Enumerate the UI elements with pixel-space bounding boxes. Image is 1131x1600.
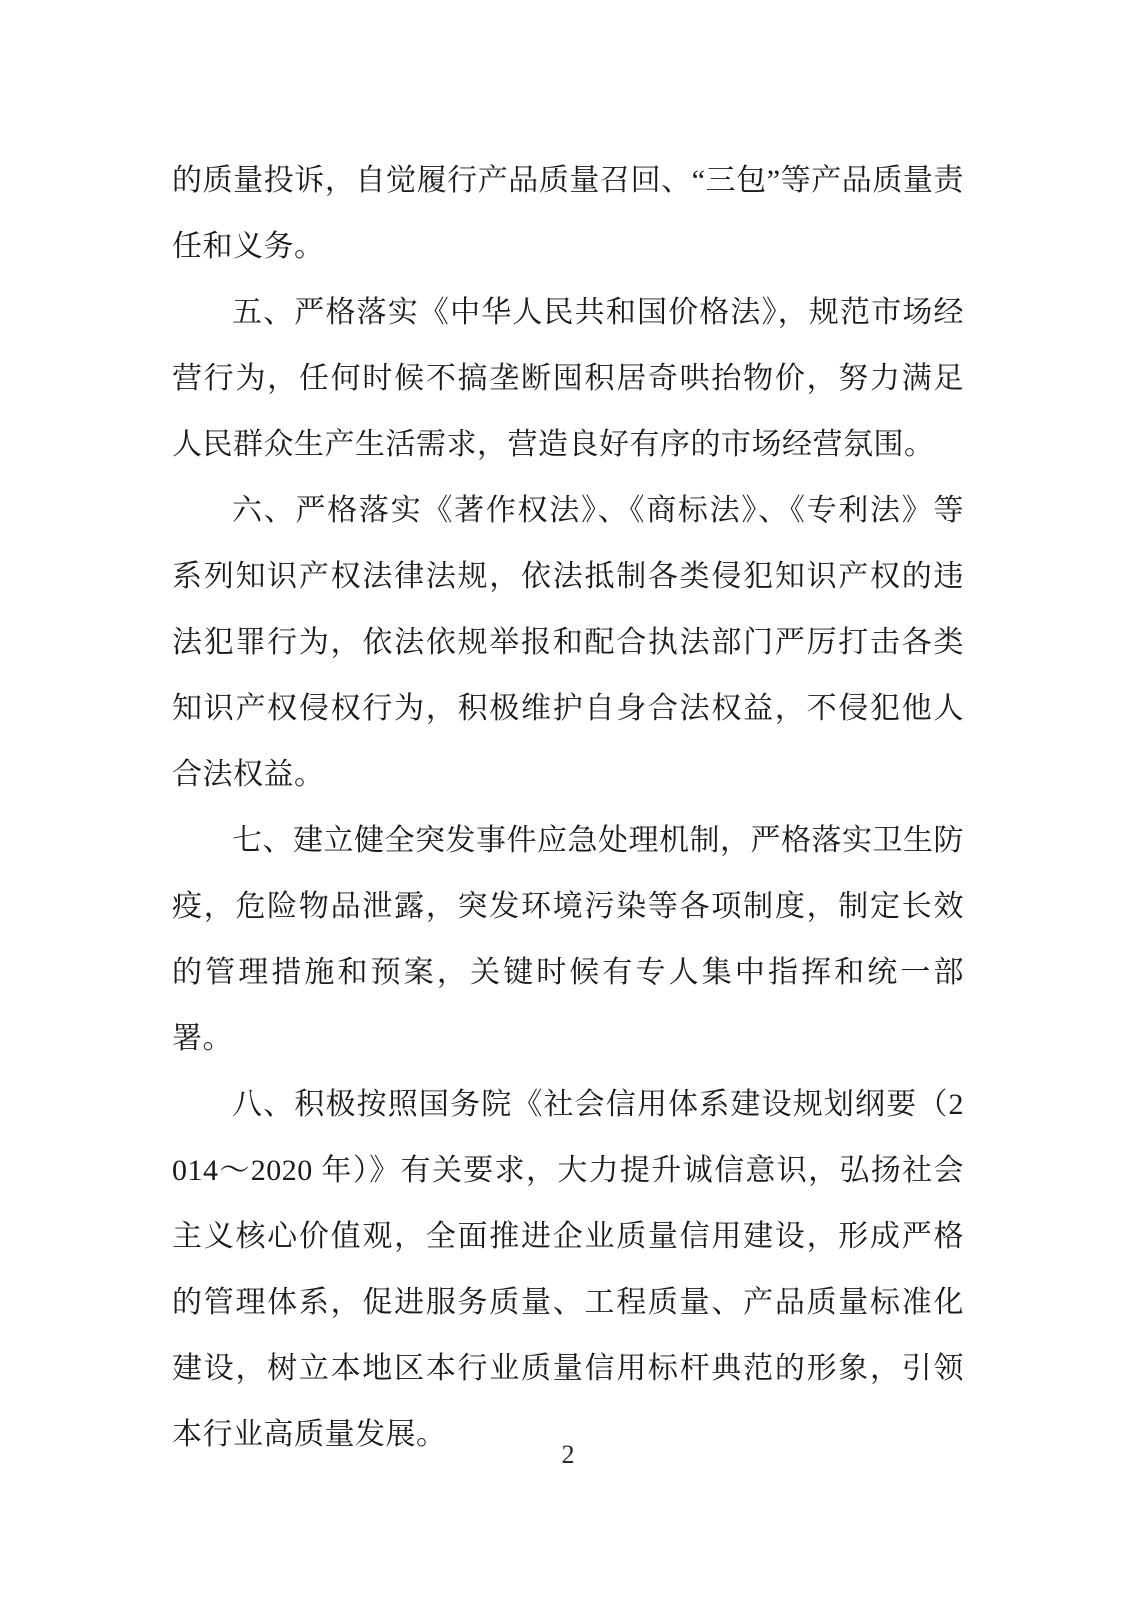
page-footer bbox=[172, 1440, 964, 1470]
paragraph-continuation: 的质量投诉，自觉履行产品质量召回、“三包”等产品质量责任和义务。 bbox=[172, 164, 964, 263]
page-number: 2 bbox=[561, 1440, 575, 1469]
paragraph-item-5: 五、严格落实《中华人民共和国价格法》，规范市场经营行为，任何时候不搞垄断囤积居奇哄抬物价，努力满足人民群众生产生活需求，营造良好有序的市场经营氛围。 bbox=[172, 296, 964, 461]
document-body bbox=[172, 148, 964, 1468]
paragraph-item-7: 七、建立健全突发事件应急处理机制，严格落实卫生防疫，危险物品泄露，突发环境污染等各项制度，制定长效的管理措施和预案，关键时候有专人集中指挥和统一部署。 bbox=[172, 824, 964, 1055]
paragraph-item-6: 六、严格落实《著作权法》、《商标法》、《专利法》等系列知识产权法律法规，依法抵制各类侵犯知识产权的违法犯罪行为，依法依规举报和配合执法部门严厉打击各类知识产权侵权行为，积极维护自身合法权益，不侵犯他人合法权益。 bbox=[172, 494, 964, 791]
paragraph-item-8: 八、积极按照国务院《社会信用体系建设规划纲要（2014～2020 年）》有关要求，大力提升诚信意识，弘扬社会主义核心价值观，全面推进企业质量信用建设，形成严格的管理体系，促进服务质量、工程质量、产品质量标准化建设，树立本地区本行业质量信用标杆典范的形象，引领本行业高质量发展。 bbox=[172, 1088, 964, 1451]
